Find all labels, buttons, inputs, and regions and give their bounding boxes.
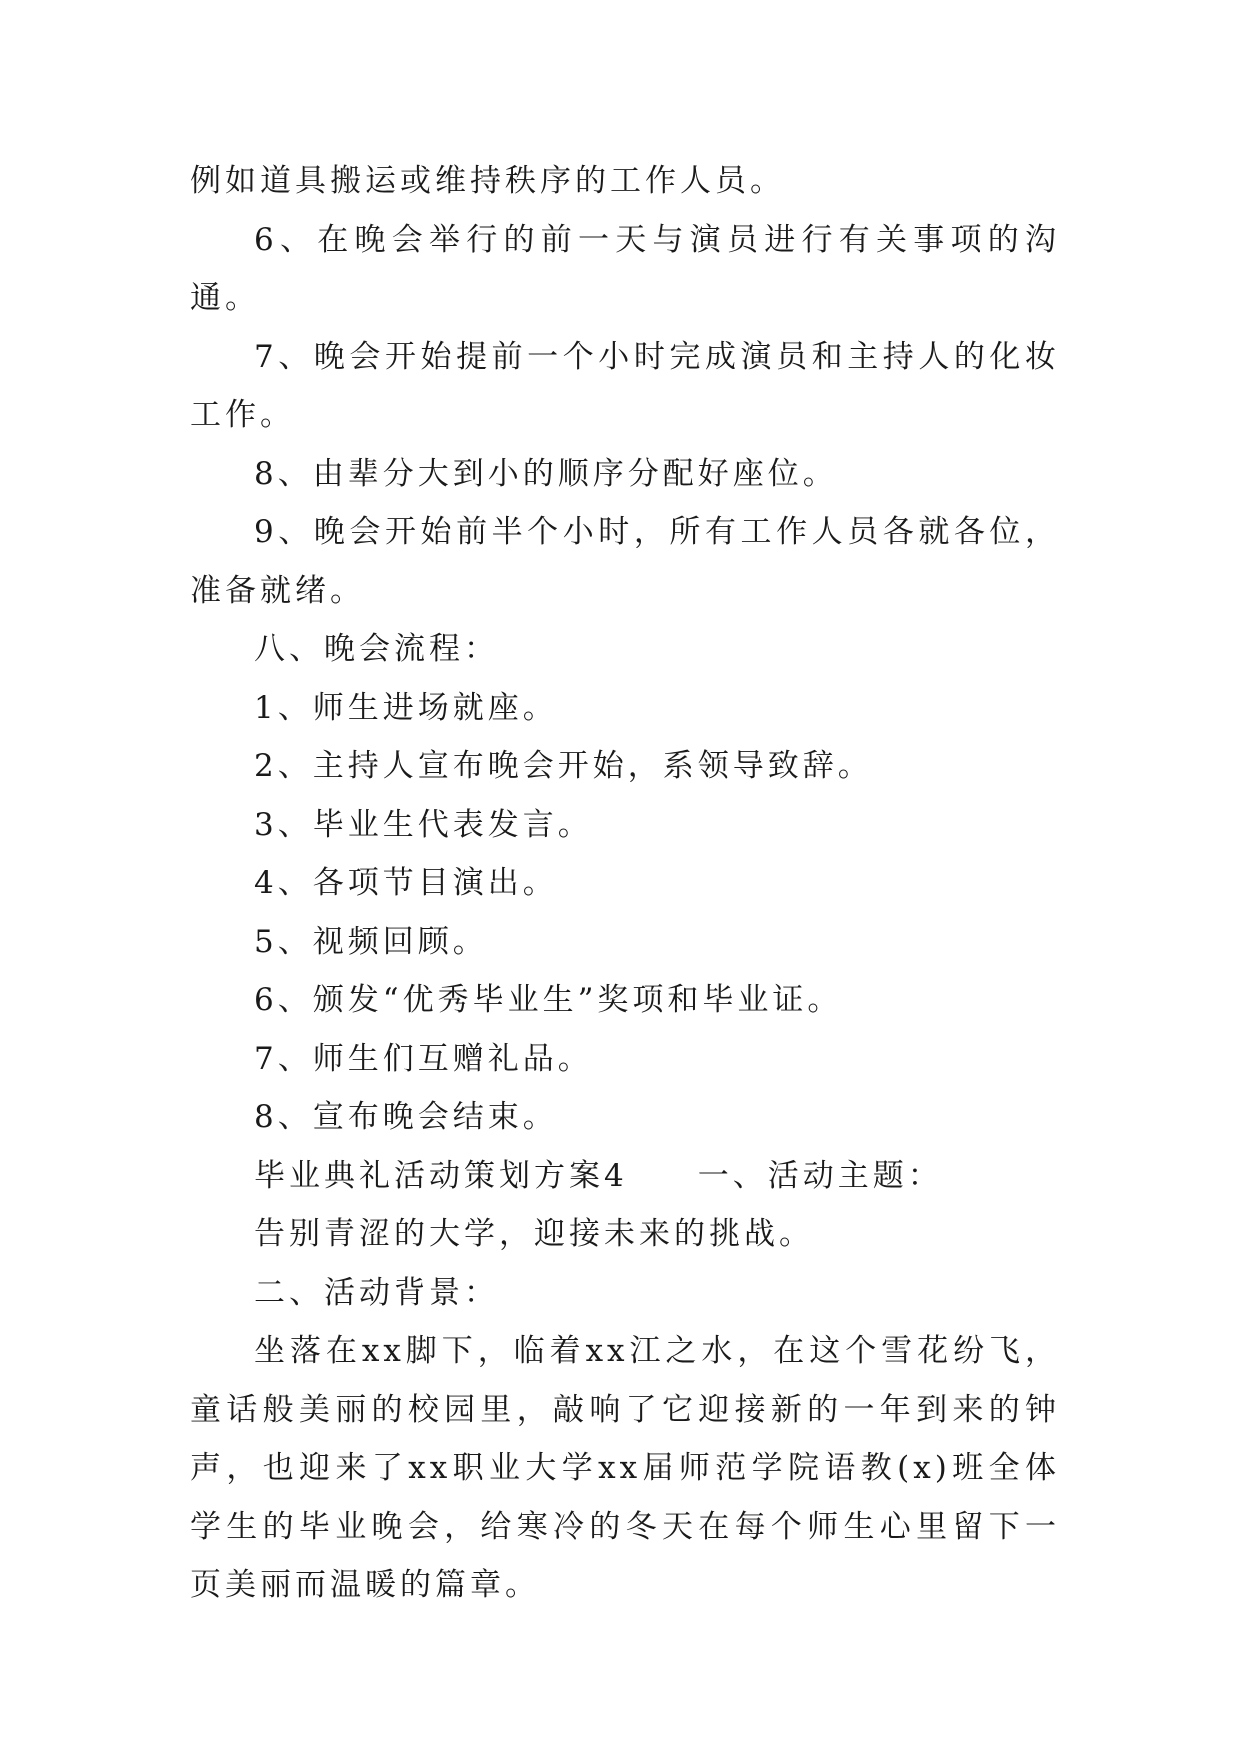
flow-item-7: 7、师生们互赠礼品。 <box>254 1040 593 1077</box>
activity-theme: 告别青涩的大学，迎接未来的挑战。 <box>254 1216 814 1252</box>
flow-item-8: 8、宣布晚会结束。 <box>254 1099 558 1135</box>
flow-item-4: 4、各项节目演出。 <box>254 865 558 901</box>
flow-item-5: 5、视频回顾。 <box>254 923 488 960</box>
plan-4-title: 毕业典礼活动策划方案4 一、活动主题： <box>254 1157 943 1194</box>
paragraph-item-9-ready: 9、晚会开始前半个小时，所有工作人员各就各位，准备就绪。 <box>190 514 1060 609</box>
paragraph-continuation: 例如道具搬运或维持秩序的工作人员。 <box>190 163 785 199</box>
flow-item-2: 2、主持人宣布晚会开始，系领导致辞。 <box>254 748 873 784</box>
paragraph-item-8-seating: 8、由辈分大到小的顺序分配好座位。 <box>254 455 838 492</box>
flow-item-3: 3、毕业生代表发言。 <box>254 806 593 843</box>
paragraph-item-6-communication: 6、在晚会举行的前一天与演员进行有关事项的沟通。 <box>190 221 1060 316</box>
flow-item-1: 1、师生进场就座。 <box>254 689 558 726</box>
paragraph-item-7-makeup: 7、晚会开始提前一个小时完成演员和主持人的化妆工作。 <box>190 338 1060 433</box>
flow-item-6: 6、颁发“优秀毕业生”奖项和毕业证。 <box>254 982 843 1018</box>
background-paragraph: 坐落在xx脚下，临着xx江之水，在这个雪花纷飞，童话般美丽的校园里，敲响了它迎接新的一年到来的钟声，也迎来了xx职业大学xx届师范学院语教(x)班全体学生的毕业晚会，给寒冷的冬天在每个师生心里留下一页美丽而温暖的篇章。 <box>190 1333 1060 1603</box>
document-body <box>190 152 1060 1615</box>
section-heading-background: 二、活动背景： <box>254 1274 499 1311</box>
section-heading-program-flow: 八、晚会流程： <box>254 631 499 667</box>
